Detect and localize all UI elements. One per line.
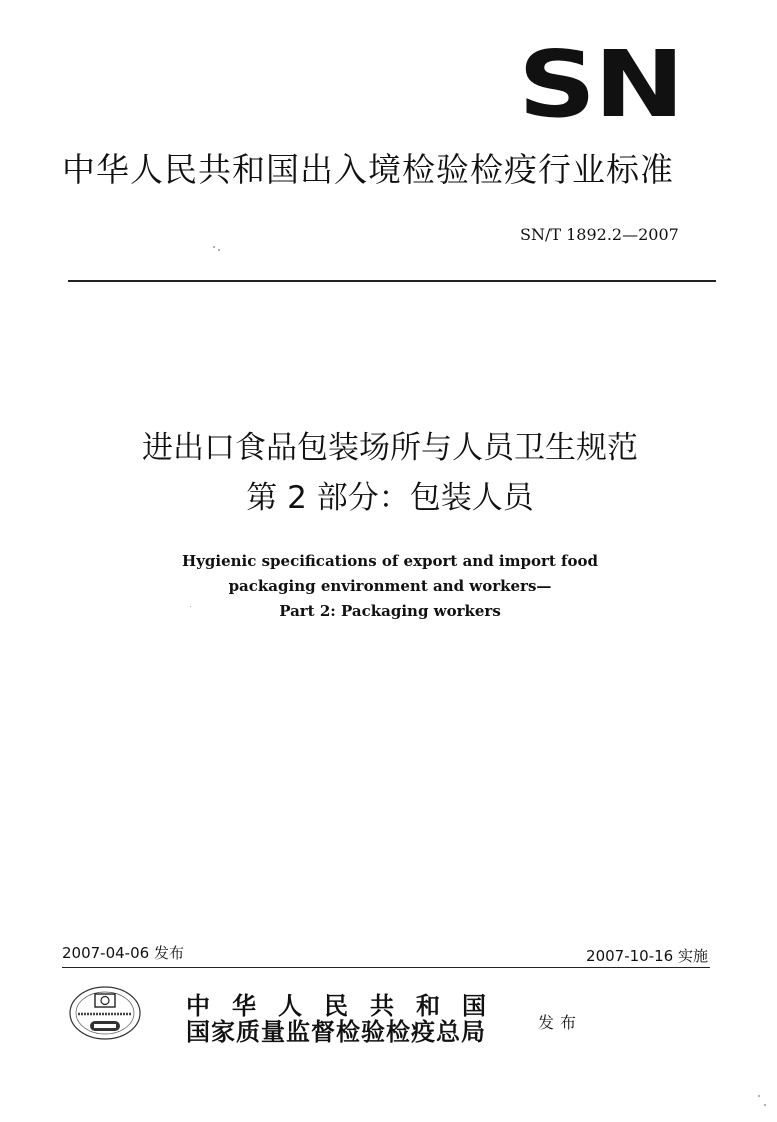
footer-divider [62, 967, 710, 968]
title-chinese-line-2: 第 2 部分：包装人员 [246, 480, 534, 516]
title-chinese-line-1: 进出口食品包装场所与人员卫生规范 [142, 430, 638, 466]
implementation-date: 2007-10-16 实施 [586, 947, 708, 965]
title-english-line-3: Part 2: Packaging workers [279, 602, 501, 620]
sn-logo: SN [518, 31, 683, 138]
issuer-agency: 国家质量监督检验检疫总局 [186, 1017, 486, 1046]
organization-title: 中华人民共和国出入境检验检疫行业标准 [62, 150, 674, 189]
scan-speck [218, 249, 220, 251]
header-divider [68, 280, 716, 282]
anti-counterfeit-seal-icon [68, 985, 142, 1041]
title-english-line-2: packaging environment and workers— [228, 577, 552, 595]
scan-speck [764, 1104, 766, 1106]
title-english-line-1: Hygienic specifications of export and import food [182, 552, 598, 570]
scan-speck [190, 606, 191, 607]
issue-date: 2007-04-06 发布 [62, 944, 184, 962]
standard-code: SN/T 1892.2—2007 [520, 225, 679, 244]
scan-speck [213, 246, 215, 248]
issuer-country: 中华人民共和国 [186, 991, 508, 1020]
issuer-action: 发布 [538, 1013, 583, 1032]
scan-speck [758, 1095, 760, 1097]
